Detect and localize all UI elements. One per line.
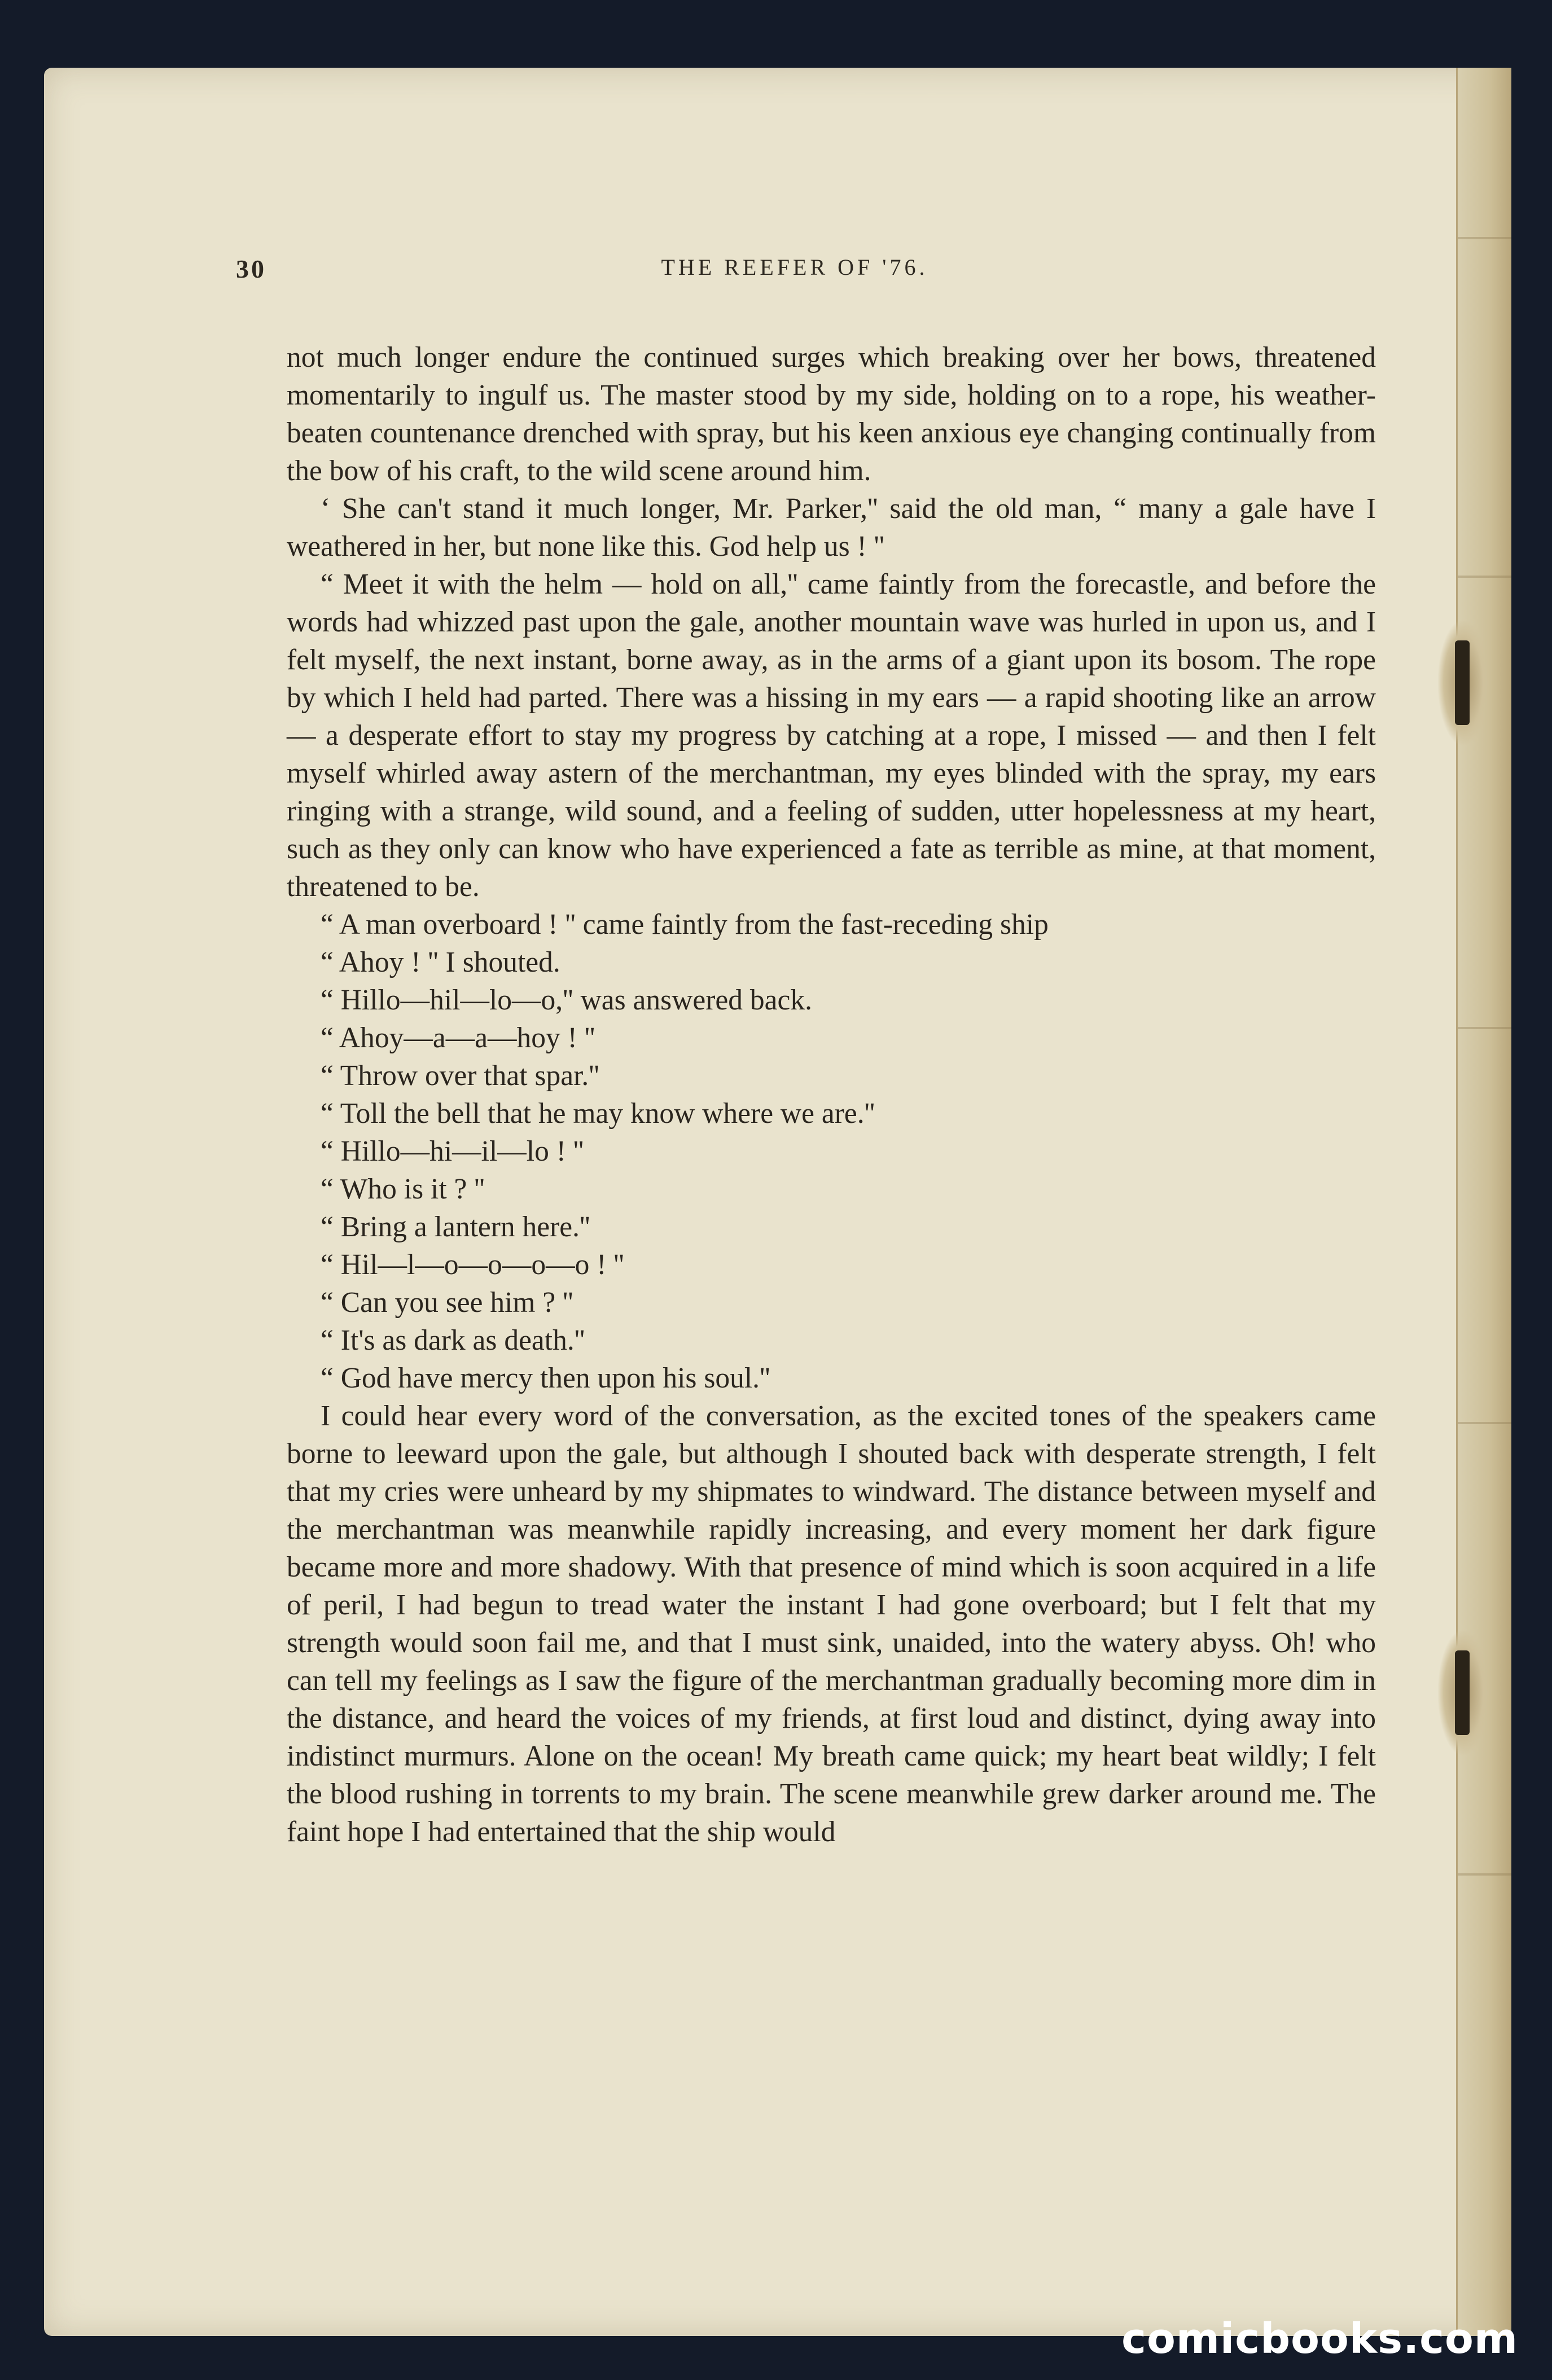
dialogue-line: “ Hillo—hil—lo—o,'' was answered back.: [321, 984, 812, 1016]
page-header: [236, 254, 1353, 293]
dialogue-line: “ Bring a lantern here.'': [321, 1211, 590, 1243]
dialogue-line: “ Toll the bell that he may know where we are.'': [321, 1097, 875, 1130]
book-page: [44, 68, 1511, 2336]
running-title: THE REEFER OF '76.: [661, 254, 928, 280]
dialogue-line: “ Ahoy ! '' I shouted.: [321, 946, 560, 978]
page-edge: [1456, 68, 1511, 2336]
dialogue-line: “ Ahoy—a—a—hoy ! '': [321, 1022, 595, 1054]
binding-hole: [1438, 1631, 1489, 1755]
dialogue-line: “ Who is it ? '': [321, 1173, 485, 1205]
dialogue-line: “ Hil—l—o—o—o—o ! '': [321, 1249, 624, 1281]
paragraph: I could hear every word of the conversation, as the excited tones of the speakers came borne to leeward upon the gale, but although I shouted back with desperate strength, I felt that my cries were unheard by my shipmates to windward. The distance between myself and the merchantman was meanwhile rapidly increasing, and every moment her dark figure became more and more shadowy. With that presence of mind which is soon acquired in a life of peril, I had begun to tread water the instant I had gone overboard; but I felt that my strength would soon fail me, and that I must sink, unaided, into the watery abyss. Oh! who can tell my feelings as I saw the figure of the merchantman gradually becoming more dim in the distance, and heard the voices of my friends, at first loud and distinct, dying away into indistinct murmurs. Alone on the ocean! My breath came quick; my heart beat wildly; I felt the blood rushing in torrents to my brain. The scene meanwhile grew darker around me. The faint hope I had entertained that the ship would: [287, 1400, 1376, 1848]
binding-hole: [1438, 621, 1489, 745]
site-watermark: comicbooks.com: [1121, 2315, 1518, 2363]
paragraph: not much longer endure the continued surges which breaking over her bows, threatened momentarily to ingulf us. The master stood by my side, holding on to a rope, his weather-beaten countenance drenched with spray, but his keen anxious eye changing continually from the bow of his craft, to the wild scene around him.: [287, 341, 1376, 487]
paragraph: “ Meet it with the helm — hold on all,'' came faintly from the forecastle, and before the words had whizzed past upon the gale, another mountain wave was hurled in upon us, and I felt myself, the next instant, borne away, as in the arms of a giant upon its bosom. The rope by which I held had parted. There was a hissing in my ears — a rapid shooting like an arrow — a desperate effort to stay my progress by catching at a rope, I missed — and then I felt myself whirled away astern of the merchantman, my eyes blinded with the spray, my ears ringing with a strange, wild sound, and a feeling of sudden, utter hopelessness at my heart, such as they only can know who have experienced a fate as terrible as mine, at that moment, threatened to be.: [287, 568, 1376, 903]
dialogue-line: “ A man overboard ! '' came faintly from the fast-receding ship: [321, 908, 1049, 941]
page-number: 30: [236, 254, 266, 283]
dialogue-line: “ Throw over that spar.'': [321, 1060, 599, 1092]
dialogue-line: “ It's as dark as death.'': [321, 1324, 585, 1356]
paragraph: ‘ She can't stand it much longer, Mr. Parker,'' said the old man, “ many a gale have I weathered in her, but none like this. God help us ! '': [287, 493, 1376, 563]
body-text: [287, 339, 1376, 1851]
dialogue-line: “ Can you see him ? '': [321, 1286, 573, 1319]
dialogue-line: “ God have mercy then upon his soul.'': [321, 1362, 770, 1394]
dialogue-line: “ Hillo—hi—il—lo ! '': [321, 1135, 584, 1167]
